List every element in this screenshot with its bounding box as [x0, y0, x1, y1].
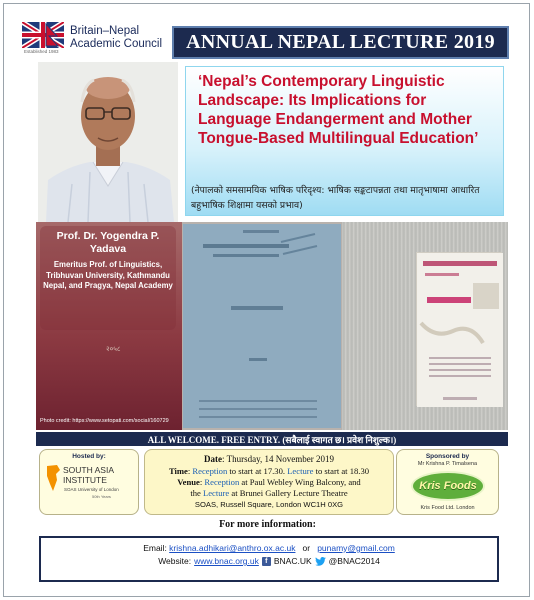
host-university: SOAS University of London	[64, 487, 119, 492]
event-venue-the: the	[190, 488, 203, 498]
sponsor-label: Sponsored by	[425, 453, 470, 460]
welcome-bar: ALL WELCOME. FREE ENTRY. (सबैलाई स्वागत छ। प्रवेश निशुल्क।)	[36, 432, 508, 446]
event-time-sep: :	[187, 466, 193, 476]
host-years: 50th Years	[92, 494, 111, 499]
contact-email-line	[41, 543, 497, 553]
book-cover-illustration	[183, 224, 341, 428]
speaker-bio-panel	[36, 222, 182, 430]
speaker-portrait-image	[38, 62, 178, 222]
email-link-1[interactable]: krishna.adhikari@anthro.ox.ac.uk	[169, 543, 296, 553]
contact-box	[39, 536, 499, 582]
lecture-title-nepali: (नेपालको समसामयिक भाषिक परिदृश्य: भाषिक सङ्कटापन्नता तथा मातृभाषामा आधारित बहुभाषिक शिक्षामा यसको प्रभाव)	[191, 185, 480, 211]
facebook-handle[interactable]: BNAC.UK	[273, 556, 312, 566]
event-venue-line1: Venue: Reception at Paul Webley Wing Balcony, and	[177, 477, 361, 487]
email-link-2[interactable]: punamy@gmail.com	[317, 543, 395, 553]
org-name-line1: Britain–Nepal	[70, 25, 140, 37]
twitter-handle[interactable]: @BNAC2014	[328, 556, 380, 566]
more-info-heading: For more information:	[219, 519, 316, 530]
contact-web-line	[41, 556, 497, 566]
banner-title: ANNUAL NEPAL LECTURE 2019	[172, 26, 509, 59]
website-label: Website:	[158, 556, 192, 566]
email-or: or	[295, 543, 318, 553]
org-established: Established 1983	[24, 49, 59, 54]
event-lecture-word: Lecture	[287, 466, 314, 476]
speaker-bio: Emeritus Prof. of Linguistics, Tribhuvan University, Kathmandu Nepal, and Pragya, Nepal Academy	[43, 260, 173, 290]
event-venue-line2	[145, 488, 393, 498]
event-address: SOAS, Russell Square, London WC1H 0XG	[194, 500, 344, 509]
lecture-title-english: ‘Nepal’s Contemporary Linguistic Landscape: Its Implications for Language Endangerment and Mother Tongue-Based Multilingual Education’	[198, 73, 479, 147]
kris-foods-logo: Kris Foods	[411, 471, 485, 501]
south-asia-map-icon	[45, 464, 61, 492]
union-jack-nepal-flag-icon	[22, 22, 64, 48]
twitter-icon	[315, 557, 326, 566]
email-label: Email:	[143, 543, 170, 553]
event-venue-theatre: at Brunei Gallery Lecture Theatre	[229, 488, 348, 498]
event-details-box	[144, 449, 394, 515]
event-time	[145, 466, 393, 476]
host-box	[39, 449, 139, 515]
book-cover-illustration-2	[417, 253, 503, 407]
event-venue-balcony: at Paul Webley Wing Balcony, and	[239, 477, 361, 487]
sponsor-box	[396, 449, 499, 515]
sponsor-person: Mr Krishna P. Timalsena	[417, 461, 478, 467]
event-date-label: Date	[204, 454, 222, 464]
event-lecture-time: to start at 18.30	[313, 466, 370, 476]
host-label: Hosted by:	[72, 453, 106, 460]
event-venue-label: Venue	[177, 477, 200, 487]
image-band	[36, 222, 508, 430]
book-cover-image-1	[183, 224, 341, 428]
photo-credit: Photo credit: https://www.setopati.com/social/160729	[40, 418, 169, 424]
host-name	[63, 466, 114, 485]
book-cover-number: २०५८	[106, 345, 121, 353]
event-reception-word: Reception	[192, 466, 228, 476]
poster	[3, 3, 530, 597]
speaker-photo	[38, 62, 178, 222]
website-link[interactable]: www.bnac.org.uk	[194, 556, 259, 566]
lecture-title-box	[185, 66, 504, 216]
org-name-line2: Academic Council	[70, 38, 163, 50]
org-name	[70, 25, 162, 51]
event-venue-lecture: Lecture	[202, 488, 230, 498]
sponsor-company: Kris Food Ltd. London	[420, 505, 475, 511]
event-venue-reception: Reception	[204, 477, 240, 487]
event-date	[145, 454, 393, 464]
book-cover-image-2	[416, 252, 502, 406]
host-name-line2: INSTITUTE	[63, 474, 107, 485]
speaker-name: Prof. Dr. Yogendra P. Yadava	[56, 230, 160, 255]
facebook-icon: f	[262, 557, 271, 566]
event-reception-time: to start at 17.30.	[227, 466, 288, 476]
event-time-label: Time	[168, 466, 188, 476]
event-date-value: : Thursday, 14 November 2019	[222, 454, 334, 464]
header	[4, 4, 530, 60]
host-name-line1: SOUTH ASIA	[63, 465, 115, 475]
